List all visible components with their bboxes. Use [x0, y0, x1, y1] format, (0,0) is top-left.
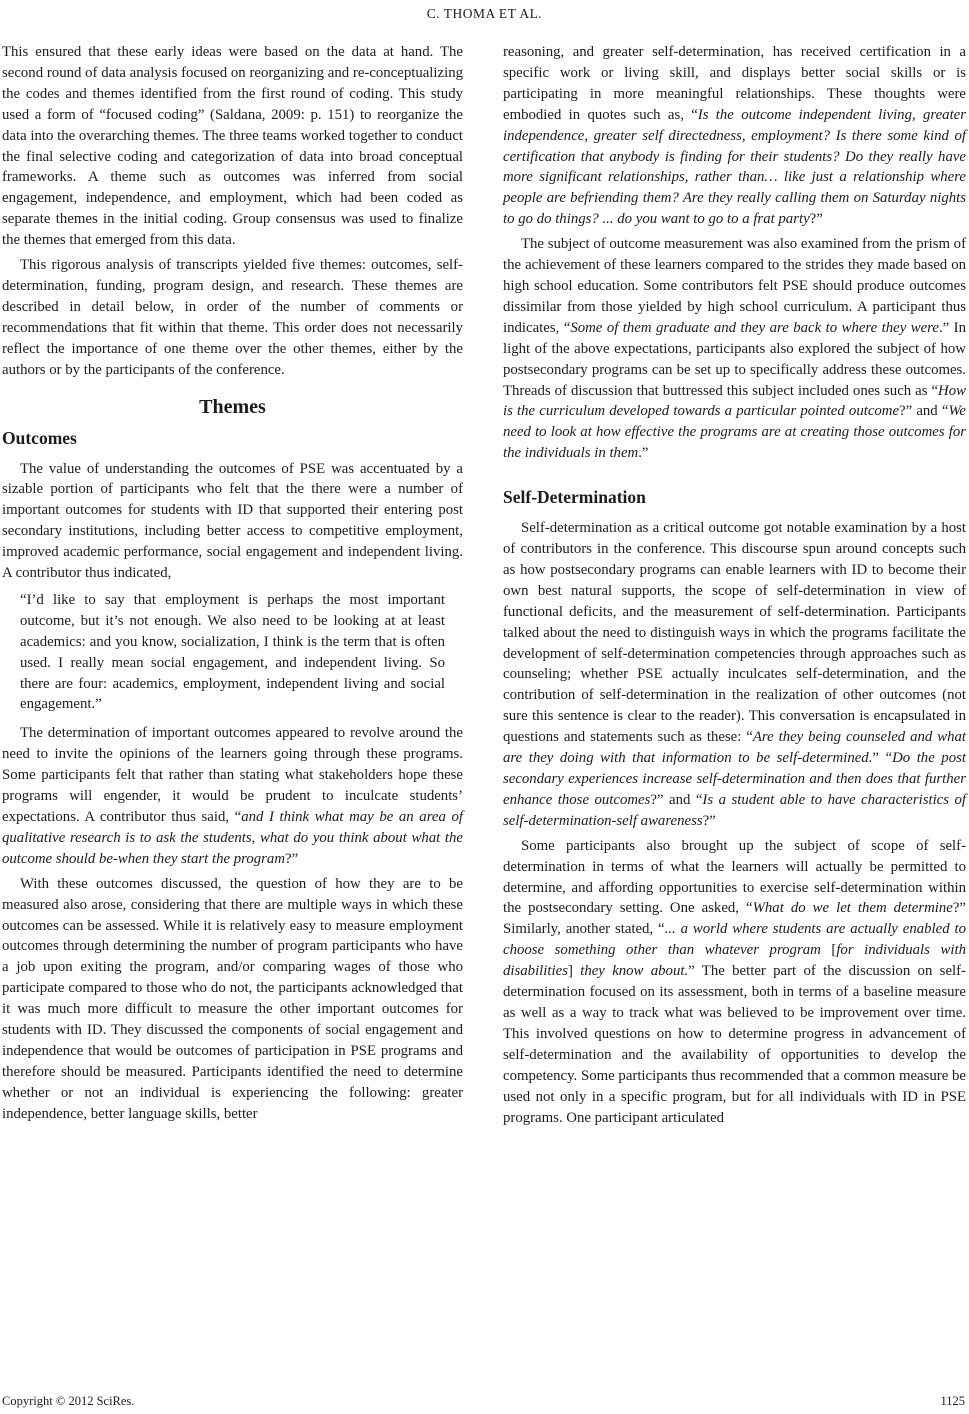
- running-head: C. THOMA ET AL.: [426, 6, 543, 21]
- paragraph: This rigorous analysis of transcripts yielded five themes: outcomes, self-determination, funding, program design, and research. These themes are described in detail below, in order of the number of comments or recommendations that fit within that theme. This order does not necessarily reflect the importance of one theme over the other themes, either by the authors or by the participants of the conference.: [2, 257, 463, 378]
- right-column: [503, 42, 966, 1132]
- text: The determination of important outcomes appeared to revolve around the need to invite the opinions of the learners going through these programs. Some participants felt that rather than stating what stakeholders hope these programs will engender, it would be prudent to inculcate students’ expectations. A contributor thus said, “: [2, 725, 463, 825]
- quote-italic: and I think what may be an area of qualitative research is to ask the students: [2, 809, 463, 846]
- paragraph: [2, 723, 463, 869]
- paragraph: [503, 518, 966, 832]
- text: Some participants also brought up the subject of scope of self-determination in terms of what the learners will actually be permitted to determine, and affording opportunities to exercise self-determination within the postsecondary setting. One asked, “: [503, 837, 966, 917]
- quote-italic: for individuals with disabilities: [503, 942, 966, 980]
- text: ?” and “: [899, 403, 949, 420]
- paragraph: [503, 42, 966, 230]
- quote-italic: Is a student able to have characteristics of self-determination-self awareness: [503, 791, 966, 829]
- themes-heading: Themes: [199, 395, 266, 418]
- text: ?” Similarly, another stated, “: [503, 900, 966, 938]
- quote-italic: How is the curriculum developed towards a particular pointed outcome: [503, 382, 966, 420]
- text: The subject of outcome measurement was also examined from the prism of the achievement of these learners compared to the strides they made based on high school education. Some contributors felt PSE should produce outcomes dissimilar from those yielded by high school curriculum. A participant thus indicates, “: [503, 236, 967, 336]
- text: ?”: [809, 211, 823, 228]
- text: .” In light of the above expectations, participants also explored the subject of how postsecondary programs can be set up to specifically address these outcomes. Threads of discussion that buttressed this subject included ones such as “: [503, 319, 966, 399]
- paragraph: With these outcomes discussed, the question of how they are to be measured also arose, considering that there are multiple ways in which these outcomes can be assessed. While it is relatively easy to measure employment outcomes through determining the number of program participants who have a job upon exiting the program, and/or comparing wages of those who participate compared to those who do not, the participants acknowledged that it was much more difficult to measure the other important outcomes for students with ID. They discussed the components of social engagement and independence that would be outcomes of participation in PSE programs and therefore should be measured. Participants identified the need to determine whether or not an individual is experiencing the following: greater independence, better language skills, better: [2, 875, 463, 1122]
- text: reasoning, and greater self-determination, has received certification in a specific work or living skill, and displays better social skills or is participating in more meaningful relationships. These thoughts were embodied in quotes such as, “: [503, 44, 966, 123]
- quote-italic: ... a world where students are actually enabled to choose something other than whatever program: [503, 921, 966, 959]
- text: ?”: [702, 812, 716, 829]
- outcomes-heading: Outcomes: [2, 427, 77, 448]
- text: ” The better part of the discussion on self-determination focused on its assessment, both in terms of a baseline measure as well as a way to track what was believed to be improvement over time. This involved questions on how to determine progress in advancement of self-determination and the availability of opportunities to develop the competency. Some participants thus recommended that a common measure be used not only in a specific program, but for all individuals with ID in PSE programs. One participant articulated: [503, 963, 966, 1126]
- quote-italic: Some of them graduate and they are back to where they were: [570, 319, 939, 336]
- text: ?”: [285, 850, 299, 867]
- copyright-notice: Copyright © 2012 SciRes.: [2, 1394, 135, 1408]
- quote-italic: Do the post secondary experiences increase self-determination and then does that further enhance those outcomes: [503, 750, 966, 808]
- text: ” “: [872, 750, 893, 767]
- page-number: 1125: [940, 1394, 965, 1408]
- text: .”: [638, 445, 649, 462]
- quote-italic: they know about.: [580, 963, 689, 980]
- text: [: [820, 942, 837, 959]
- text: Self-determination as a critical outcome got notable examination by a host of contributors in the conference. This discourse spun around concepts such as how postsecondary programs can enable learners with ID to become their own best natural supports, the scope of self-determination in view of functional deficits, and the measurement of self-determination. Participants talked about the need to distinguish ways in which the programs facilitate the development of self-determination competencies through approaches such as counseling; whether PSE actually inculcates self-determination, and the contribution of self-determination in the realization of other outcomes (not sure this sentence is clear to the reader). This conversation is encapsulated in questions and statements such as these: “: [503, 520, 966, 746]
- paragraph: The value of understanding the outcomes of PSE was accentuated by a sizable portion of participants who felt that the there were a number of important outcomes for students with ID that supported their entering post secondary institutions, including better access to competitive employment, improved academic performance, social engagement and independent living. A contributor thus indicated,: [2, 460, 463, 582]
- text: ]: [567, 963, 581, 980]
- quote-italic: What do we let them determine: [752, 900, 953, 917]
- quote-italic: We need to look at how effective the programs are at creating those outcomes for the individuals in them: [503, 403, 966, 462]
- block-quote: “I’d like to say that employment is perhaps the most important outcome, but it’s not enough. We also need to be looking at at least academics: and you know, socialization, I think is the term that is often used. I really mean social engagement, and independent living. So there are four: academics, employment, independent living and social engagement.”: [20, 591, 445, 713]
- left-column: [2, 42, 463, 1129]
- paragraph: [503, 234, 966, 464]
- paragraph: This ensured that these early ideas were based on the data at hand. The second round of data analysis focused on reorganizing and re-conceptualizing the codes and themes identified from the first round of coding. This study used a form of “focused coding” (Saldana, 2009: p. 151) to reorganize the data into the overarching themes. The three teams worked together to conduct the final selective coding and categorization of data into broad conceptual frameworks. A theme such as outcomes was inferred from social engagement, independence, and employment, which had been coded as separate themes in the initial coding. Group consensus was used to finalize the themes that emerged from this data.: [2, 44, 463, 249]
- text: ?” and “: [650, 791, 703, 808]
- self-determination-heading: Self-Determination: [503, 487, 646, 508]
- quote-italic: Is the outcome independent living, greater independence, greater self directedness, employment? Is there some kind of certification that anybody is finding for their students? Do they really have more significant relationships, rather than… like just a relationship where people are befriending them? Are they really calling them on Saturday nights to go do things? ... do you want to go to a frat party: [503, 106, 966, 228]
- text: ,: [251, 829, 260, 846]
- quote-italic: what do you think about what the outcome should be-when they start the program: [2, 829, 463, 867]
- quote-italic: Are they being counseled and what are they doing with that information to be self-determined.: [503, 729, 966, 767]
- paragraph: [503, 836, 966, 1129]
